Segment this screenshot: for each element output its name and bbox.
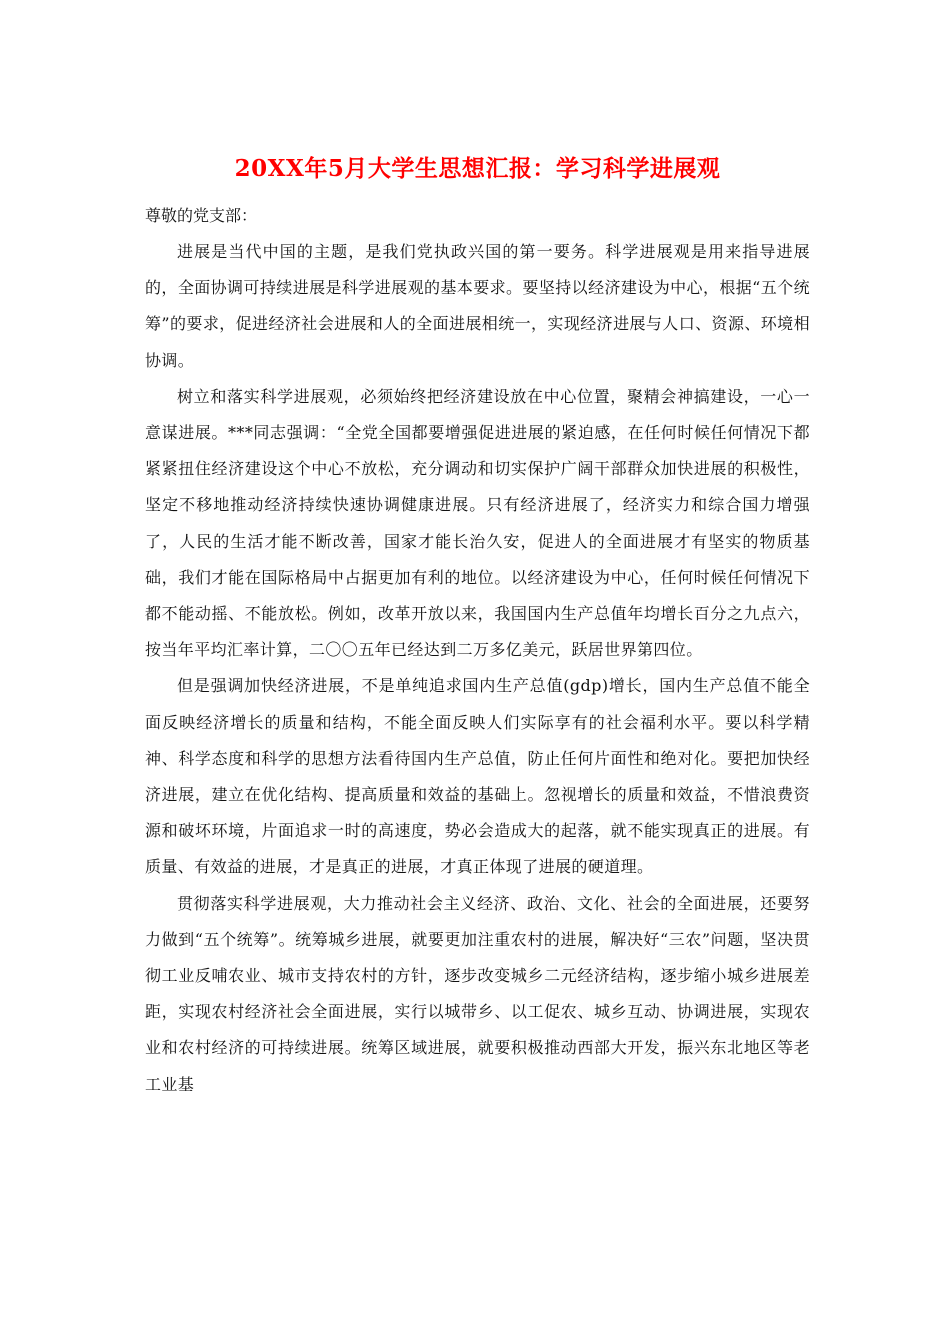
body-paragraph-2: 树立和落实科学进展观，必须始终把经济建设放在中心位置，聚精会神搞建设，一心一意谋进展。***同志强调：“全党全国都要增强促进进展的紧迫感，在任何时候任何情况下都紧紧扭住经济建设这个中心不放松，充分调动和切实保护广阔干部群众加快进展的积极性，坚定不移地推动经济持续快速协调健康进展。只有经济进展了，经济实力和综合国力增强了，人民的生活才能不断改善，国家才能长治久安，促进人的全面进展才有坚实的物质基础，我们才能在国际格局中占据更加有利的地位。以经济建设为中心，任何时候任何情况下都不能动摇、不能放松。例如，改革开放以来，我国国内生产总值年均增长百分之九点六，按当年平均汇率计算，二〇〇五年已经达到二万多亿美元，跃居世界第四位。 <box>145 386 810 660</box>
body-paragraph-3: 但是强调加快经济进展，不是单纯追求国内生产总值(gdp)增长，国内生产总值不能全面反映经济增长的质量和结构，不能全面反映人们实际享有的社会福利水平。要以科学精神、科学态度和科学的思想方法看待国内生产总值，防止任何片面性和绝对化。要把加快经济进展，建立在优化结构、提高质量和效益的基础上。忽视增长的质量和效益，不惜浪费资源和破坏环境，片面追求一时的高速度，势必会造成大的起落，就不能实现真正的进展。有质量、有效益的进展，才是真正的进展，才真正体现了进展的硬道理。 <box>145 676 810 877</box>
body-paragraph-4: 贯彻落实科学进展观，大力推动社会主义经济、政治、文化、社会的全面进展，还要努力做到“五个统筹”。统筹城乡进展，就要更加注重农村的进展，解决好“三农”问题，坚决贯彻工业反哺农业、城市支持农村的方针，逐步改变城乡二元经济结构，逐步缩小城乡进展差距，实现农村经济社会全面进展，实行以城带乡、以工促农、城乡互动、协调进展，实现农业和农村经济的可持续进展。统筹区域进展，就要积极推动西部大开发，振兴东北地区等老工业基 <box>145 893 810 1094</box>
body-paragraph-1: 进展是当代中国的主题，是我们党执政兴国的第一要务。科学进展观是用来指导进展的，全面协调可持续进展是科学进展观的基本要求。要坚持以经济建设为中心，根据“五个统筹”的要求，促进经济社会进展和人的全面进展相统一，实现经济进展与人口、资源、环境相协调。 <box>145 242 810 370</box>
salutation: 尊敬的党支部： <box>145 206 258 225</box>
document-title: 20XX年5月大学生思想汇报：学习科学进展观 <box>234 155 721 182</box>
